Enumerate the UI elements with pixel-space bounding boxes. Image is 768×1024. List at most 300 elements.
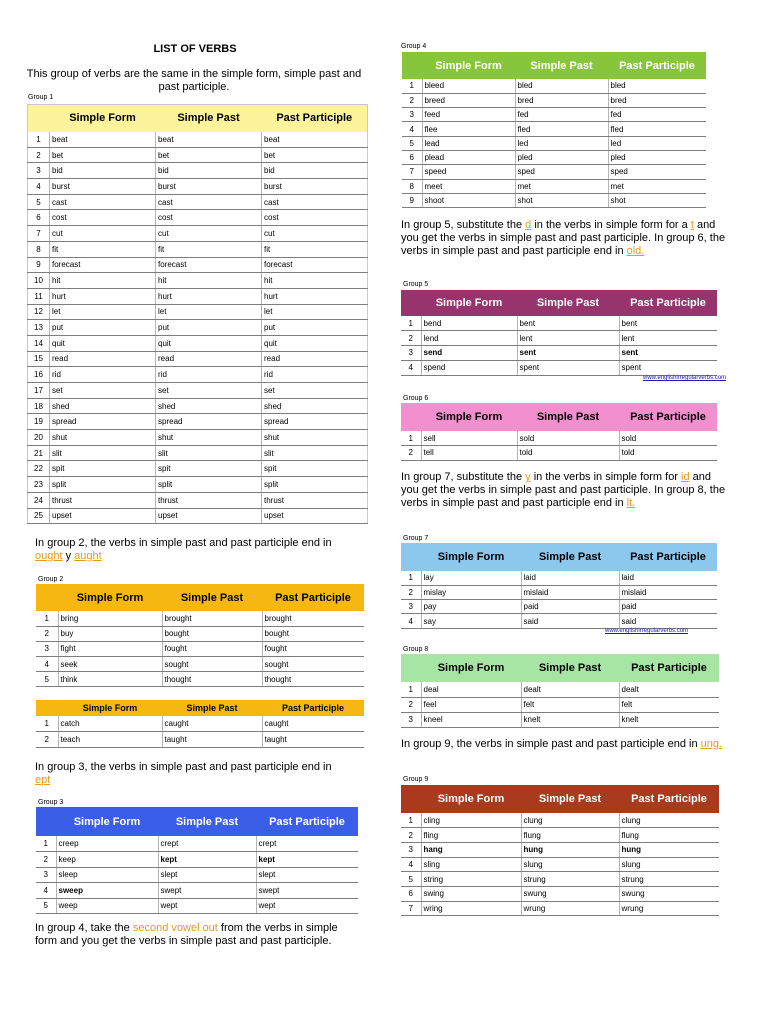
header-past-participle: Past Participle xyxy=(619,403,717,431)
simple-form-cell: bend xyxy=(421,316,517,331)
highlight-lt: lt. xyxy=(626,497,636,509)
table-row xyxy=(28,398,368,414)
table-row xyxy=(36,716,364,732)
past-participle-cell: cut xyxy=(262,226,368,242)
table-row xyxy=(28,163,368,179)
header-simple-past: Simple Past xyxy=(517,290,619,316)
row-number: 2 xyxy=(401,331,421,346)
simple-past-cell: told xyxy=(517,446,619,461)
group-7-table xyxy=(401,543,717,629)
simple-past-cell: fed xyxy=(515,108,608,122)
group-7-label: Group 7 xyxy=(403,535,429,542)
row-number: 9 xyxy=(28,257,50,273)
table-row xyxy=(401,842,719,857)
group-5-6-note xyxy=(401,219,731,258)
header-number-cell xyxy=(401,403,421,431)
table-row xyxy=(402,165,706,179)
row-number: 2 xyxy=(36,852,56,868)
past-participle-cell: put xyxy=(262,320,368,336)
simple-form-cell: bid xyxy=(50,163,156,179)
row-number: 1 xyxy=(36,611,58,626)
row-number: 6 xyxy=(402,150,422,164)
highlight-y: y xyxy=(525,471,531,483)
simple-past-cell: strung xyxy=(521,872,619,887)
row-number: 6 xyxy=(28,210,50,226)
simple-form-cell: slit xyxy=(50,445,156,461)
past-participle-cell: flung xyxy=(619,828,719,843)
simple-past-cell: forecast xyxy=(156,257,262,273)
header-simple-form: Simple Form xyxy=(50,105,156,132)
row-number: 2 xyxy=(402,93,422,107)
simple-form-cell: send xyxy=(421,346,517,361)
group-1-table xyxy=(27,104,368,524)
header-simple-past: Simple Past xyxy=(517,403,619,431)
past-participle-cell: brought xyxy=(262,611,364,626)
header-simple-past: Simple Past xyxy=(156,105,262,132)
simple-past-cell: spit xyxy=(156,461,262,477)
simple-past-cell: shot xyxy=(515,193,608,207)
past-participle-cell: swept xyxy=(256,883,358,899)
past-participle-cell: lent xyxy=(619,331,717,346)
table-row xyxy=(401,697,719,712)
past-participle-cell: caught xyxy=(262,716,364,732)
row-number: 22 xyxy=(28,461,50,477)
simple-form-cell: thrust xyxy=(50,492,156,508)
past-participle-cell: slung xyxy=(619,857,719,872)
simple-form-cell: wring xyxy=(421,901,521,916)
row-number: 4 xyxy=(36,657,58,672)
past-participle-cell: bought xyxy=(262,626,364,641)
past-participle-cell: fed xyxy=(608,108,706,122)
header-past-participle: Past Participle xyxy=(262,700,364,716)
simple-past-cell: sold xyxy=(517,431,619,446)
simple-form-cell: let xyxy=(50,304,156,320)
group-2-note xyxy=(35,537,345,563)
table-row xyxy=(401,446,717,461)
simple-past-cell: beat xyxy=(156,132,262,148)
simple-past-cell: bent xyxy=(517,316,619,331)
simple-past-cell: read xyxy=(156,351,262,367)
row-number: 18 xyxy=(28,398,50,414)
simple-past-cell: met xyxy=(515,179,608,193)
header-number-cell xyxy=(401,654,421,682)
past-participle-cell: sold xyxy=(619,431,717,446)
header-past-participle: Past Participle xyxy=(256,807,358,836)
table-row xyxy=(402,136,706,150)
table-row xyxy=(28,335,368,351)
simple-past-cell: rid xyxy=(156,367,262,383)
table-row xyxy=(36,657,364,672)
group-3-label: Group 3 xyxy=(38,799,64,806)
simple-past-cell: split xyxy=(156,477,262,493)
note-text: y xyxy=(62,550,75,562)
past-participle-cell: shot xyxy=(608,193,706,207)
table-row xyxy=(401,431,717,446)
row-number: 25 xyxy=(28,508,50,524)
simple-form-cell: burst xyxy=(50,179,156,195)
row-number: 2 xyxy=(401,446,421,461)
row-number: 3 xyxy=(36,641,58,656)
highlight-d: d xyxy=(525,219,532,231)
table-row xyxy=(28,179,368,195)
table-header-row xyxy=(28,105,368,132)
past-participle-cell: swung xyxy=(619,886,719,901)
simple-form-cell: hurt xyxy=(50,288,156,304)
table-row xyxy=(28,367,368,383)
past-participle-cell: forecast xyxy=(262,257,368,273)
simple-past-cell: hit xyxy=(156,273,262,289)
past-participle-cell: shut xyxy=(262,430,368,446)
group-4-note xyxy=(35,922,353,948)
header-simple-form: Simple Form xyxy=(421,290,517,316)
simple-form-cell: hit xyxy=(50,273,156,289)
past-participle-cell: sped xyxy=(608,165,706,179)
row-number: 2 xyxy=(401,697,421,712)
simple-form-cell: string xyxy=(421,872,521,887)
simple-past-cell: sought xyxy=(162,657,262,672)
table-row xyxy=(28,288,368,304)
note-text: and you get the verbs in simple past and past participle. In group 6, the verbs in simple past and past participle end in xyxy=(401,219,726,257)
simple-past-cell: mislaid xyxy=(521,585,619,599)
table-row xyxy=(36,836,358,852)
row-number: 7 xyxy=(401,901,421,916)
group-9-note xyxy=(401,738,731,751)
table-row xyxy=(28,132,368,148)
header-past-participle: Past Participle xyxy=(619,290,717,316)
note-text: from the verbs in simple form and you get the verbs in simple past and past participle. xyxy=(35,922,338,947)
row-number: 7 xyxy=(28,226,50,242)
header-number-cell xyxy=(36,700,58,716)
simple-past-cell: cut xyxy=(156,226,262,242)
header-simple-form: Simple Form xyxy=(56,807,158,836)
header-simple-form: Simple Form xyxy=(58,584,162,611)
header-simple-form: Simple Form xyxy=(421,785,521,813)
table-row xyxy=(401,346,717,361)
table-row xyxy=(401,571,717,585)
simple-past-cell: spent xyxy=(517,360,619,375)
simple-past-cell: hurt xyxy=(156,288,262,304)
table-row xyxy=(402,108,706,122)
simple-form-cell: lend xyxy=(421,331,517,346)
past-participle-cell: paid xyxy=(619,600,717,614)
row-number: 8 xyxy=(28,241,50,257)
note-text: in the verbs in simple form for xyxy=(530,471,682,483)
row-number: 24 xyxy=(28,492,50,508)
header-past-participle: Past Participle xyxy=(619,654,719,682)
simple-form-cell: keep xyxy=(56,852,158,868)
group-6-table xyxy=(401,403,717,461)
table-row xyxy=(28,414,368,430)
header-past-participle: Past Participle xyxy=(619,785,719,813)
header-simple-past: Simple Past xyxy=(521,785,619,813)
simple-past-cell: sent xyxy=(517,346,619,361)
simple-past-cell: quit xyxy=(156,335,262,351)
table-row xyxy=(28,492,368,508)
past-participle-cell: bid xyxy=(262,163,368,179)
past-participle-cell: bled xyxy=(608,79,706,93)
past-participle-cell: hung xyxy=(619,842,719,857)
past-participle-cell: slit xyxy=(262,445,368,461)
row-number: 14 xyxy=(28,335,50,351)
highlight-second-vowel: second vowel out xyxy=(132,922,218,934)
past-participle-cell: crept xyxy=(256,836,358,852)
simple-past-cell: bred xyxy=(515,93,608,107)
simple-form-cell: creep xyxy=(56,836,158,852)
simple-past-cell: taught xyxy=(162,732,262,748)
table-row xyxy=(402,150,706,164)
past-participle-cell: thought xyxy=(262,672,364,687)
table-row xyxy=(402,122,706,136)
simple-form-cell: bleed xyxy=(422,79,515,93)
simple-form-cell: cast xyxy=(50,194,156,210)
header-past-participle: Past Participle xyxy=(262,105,368,132)
table-row xyxy=(28,320,368,336)
row-number: 1 xyxy=(401,571,421,585)
group-1-label: Group 1 xyxy=(28,94,54,101)
simple-past-cell: pled xyxy=(515,150,608,164)
simple-past-cell: brought xyxy=(162,611,262,626)
note-text: and you get the verbs in simple past and past participle. In group 8, the verbs in simple past and past participle end in xyxy=(401,471,726,509)
simple-past-cell: bid xyxy=(156,163,262,179)
website-link-group-7[interactable]: www.englishirregularverbs.com xyxy=(605,628,689,634)
simple-past-cell: led xyxy=(515,136,608,150)
row-number: 1 xyxy=(401,316,421,331)
simple-past-cell: said xyxy=(521,614,619,628)
past-participle-cell: mislaid xyxy=(619,585,717,599)
simple-form-cell: seek xyxy=(58,657,162,672)
past-participle-cell: wrung xyxy=(619,901,719,916)
simple-form-cell: split xyxy=(50,477,156,493)
past-participle-cell: told xyxy=(619,446,717,461)
simple-form-cell: sweep xyxy=(56,883,158,899)
table-row xyxy=(401,682,719,697)
past-participle-cell: quit xyxy=(262,335,368,351)
row-number: 21 xyxy=(28,445,50,461)
table-row xyxy=(401,712,719,727)
past-participle-cell: fought xyxy=(262,641,364,656)
header-simple-past: Simple Past xyxy=(162,700,262,716)
simple-form-cell: breed xyxy=(422,93,515,107)
table-row xyxy=(401,360,717,375)
row-number: 1 xyxy=(36,836,56,852)
header-number-cell xyxy=(36,584,58,611)
simple-form-cell: shed xyxy=(50,398,156,414)
note-text: In group 2, the verbs in simple past and past participle end in xyxy=(35,537,332,549)
row-number: 10 xyxy=(28,273,50,289)
table-row xyxy=(28,461,368,477)
row-number: 12 xyxy=(28,304,50,320)
row-number: 20 xyxy=(28,430,50,446)
simple-form-cell: meet xyxy=(422,179,515,193)
past-participle-cell: strung xyxy=(619,872,719,887)
row-number: 1 xyxy=(28,132,50,148)
past-participle-cell: bred xyxy=(608,93,706,107)
table-row xyxy=(401,886,719,901)
row-number: 11 xyxy=(28,288,50,304)
past-participle-cell: fit xyxy=(262,241,368,257)
table-row xyxy=(401,600,717,614)
simple-form-cell: speed xyxy=(422,165,515,179)
note-text: In group 3, the verbs in simple past and past participle end in xyxy=(35,761,332,773)
intro-text: This group of verbs are the same in the simple form, simple past and past participle. xyxy=(26,68,362,93)
simple-form-cell: deal xyxy=(421,682,521,697)
simple-past-cell: swept xyxy=(158,883,256,899)
row-number: 2 xyxy=(401,828,421,843)
group-7-8-note xyxy=(401,471,731,510)
past-participle-cell: spread xyxy=(262,414,368,430)
past-participle-cell: burst xyxy=(262,179,368,195)
simple-past-cell: thrust xyxy=(156,492,262,508)
table-header-row xyxy=(36,807,358,836)
row-number: 16 xyxy=(28,367,50,383)
simple-past-cell: cast xyxy=(156,194,262,210)
simple-form-cell: shoot xyxy=(422,193,515,207)
group-5-label: Group 5 xyxy=(403,281,429,288)
simple-form-cell: bet xyxy=(50,147,156,163)
header-number-cell xyxy=(36,807,56,836)
simple-form-cell: pay xyxy=(421,600,521,614)
simple-form-cell: sell xyxy=(421,431,517,446)
table-row xyxy=(28,194,368,210)
row-number: 4 xyxy=(36,883,56,899)
row-number: 3 xyxy=(401,712,421,727)
header-simple-past: Simple Past xyxy=(521,654,619,682)
simple-form-cell: shut xyxy=(50,430,156,446)
website-link-group-5[interactable]: www.englishirregularverbs.com xyxy=(643,375,727,381)
past-participle-cell: cast xyxy=(262,194,368,210)
table-row xyxy=(36,898,358,914)
simple-form-cell: cling xyxy=(421,813,521,828)
past-participle-cell: let xyxy=(262,304,368,320)
past-participle-cell: sent xyxy=(619,346,717,361)
simple-past-cell: slit xyxy=(156,445,262,461)
table-row xyxy=(401,813,719,828)
group-8-label: Group 8 xyxy=(403,646,429,653)
row-number: 1 xyxy=(401,813,421,828)
simple-form-cell: lead xyxy=(422,136,515,150)
header-simple-form: Simple Form xyxy=(421,543,521,571)
highlight-id: id xyxy=(681,471,690,483)
table-row xyxy=(28,226,368,242)
past-participle-cell: clung xyxy=(619,813,719,828)
simple-form-cell: forecast xyxy=(50,257,156,273)
simple-form-cell: quit xyxy=(50,335,156,351)
table-row xyxy=(36,611,364,626)
row-number: 3 xyxy=(402,108,422,122)
simple-past-cell: lent xyxy=(517,331,619,346)
table-row xyxy=(401,872,719,887)
simple-past-cell: wrung xyxy=(521,901,619,916)
table-row xyxy=(28,383,368,399)
past-participle-cell: spit xyxy=(262,461,368,477)
past-participle-cell: fled xyxy=(608,122,706,136)
simple-form-cell: read xyxy=(50,351,156,367)
table-row xyxy=(28,351,368,367)
simple-form-cell: rid xyxy=(50,367,156,383)
simple-past-cell: fled xyxy=(515,122,608,136)
past-participle-cell: kept xyxy=(256,852,358,868)
row-number: 5 xyxy=(36,672,58,687)
group-5-table xyxy=(401,290,717,376)
simple-past-cell: flung xyxy=(521,828,619,843)
highlight-ought: ought xyxy=(35,550,63,562)
past-participle-cell: felt xyxy=(619,697,719,712)
simple-form-cell: sling xyxy=(421,857,521,872)
simple-past-cell: clung xyxy=(521,813,619,828)
table-row xyxy=(28,445,368,461)
row-number: 1 xyxy=(402,79,422,93)
row-number: 4 xyxy=(401,614,421,628)
past-participle-cell: taught xyxy=(262,732,364,748)
header-simple-past: Simple Past xyxy=(162,584,262,611)
simple-past-cell: put xyxy=(156,320,262,336)
simple-form-cell: swing xyxy=(421,886,521,901)
simple-past-cell: laid xyxy=(521,571,619,585)
row-number: 5 xyxy=(402,136,422,150)
row-number: 3 xyxy=(401,842,421,857)
row-number: 8 xyxy=(402,179,422,193)
row-number: 1 xyxy=(401,682,421,697)
simple-form-cell: fit xyxy=(50,241,156,257)
group-3-note xyxy=(35,761,345,787)
simple-past-cell: burst xyxy=(156,179,262,195)
simple-form-cell: mislay xyxy=(421,585,521,599)
past-participle-cell: hit xyxy=(262,273,368,289)
row-number: 4 xyxy=(402,122,422,136)
table-header-row xyxy=(401,290,717,316)
simple-past-cell: bled xyxy=(515,79,608,93)
table-row xyxy=(28,304,368,320)
table-row xyxy=(28,430,368,446)
row-number: 1 xyxy=(401,431,421,446)
simple-form-cell: teach xyxy=(58,732,162,748)
table-row xyxy=(36,672,364,687)
row-number: 5 xyxy=(28,194,50,210)
group-4-label: Group 4 xyxy=(401,43,427,50)
past-participle-cell: said xyxy=(619,614,717,628)
row-number: 13 xyxy=(28,320,50,336)
table-row xyxy=(401,585,717,599)
simple-form-cell: upset xyxy=(50,508,156,524)
simple-form-cell: beat xyxy=(50,132,156,148)
table-row xyxy=(28,210,368,226)
table-row xyxy=(402,179,706,193)
header-number-cell xyxy=(28,105,50,132)
header-past-participle: Past Participle xyxy=(608,52,706,79)
row-number: 2 xyxy=(36,732,58,748)
simple-past-cell: let xyxy=(156,304,262,320)
simple-past-cell: fit xyxy=(156,241,262,257)
simple-form-cell: feed xyxy=(422,108,515,122)
row-number: 15 xyxy=(28,351,50,367)
header-simple-form: Simple Form xyxy=(58,700,162,716)
row-number: 1 xyxy=(36,716,58,732)
simple-form-cell: plead xyxy=(422,150,515,164)
header-past-participle: Past Participle xyxy=(262,584,364,611)
table-row xyxy=(28,273,368,289)
table-row xyxy=(36,641,364,656)
row-number: 19 xyxy=(28,414,50,430)
table-row xyxy=(28,257,368,273)
simple-form-cell: spend xyxy=(421,360,517,375)
highlight-ung: ung. xyxy=(700,738,723,750)
group-2b-table xyxy=(36,700,364,748)
past-participle-cell: cost xyxy=(262,210,368,226)
table-row xyxy=(402,79,706,93)
past-participle-cell: rid xyxy=(262,367,368,383)
table-row xyxy=(401,857,719,872)
row-number: 4 xyxy=(401,360,421,375)
